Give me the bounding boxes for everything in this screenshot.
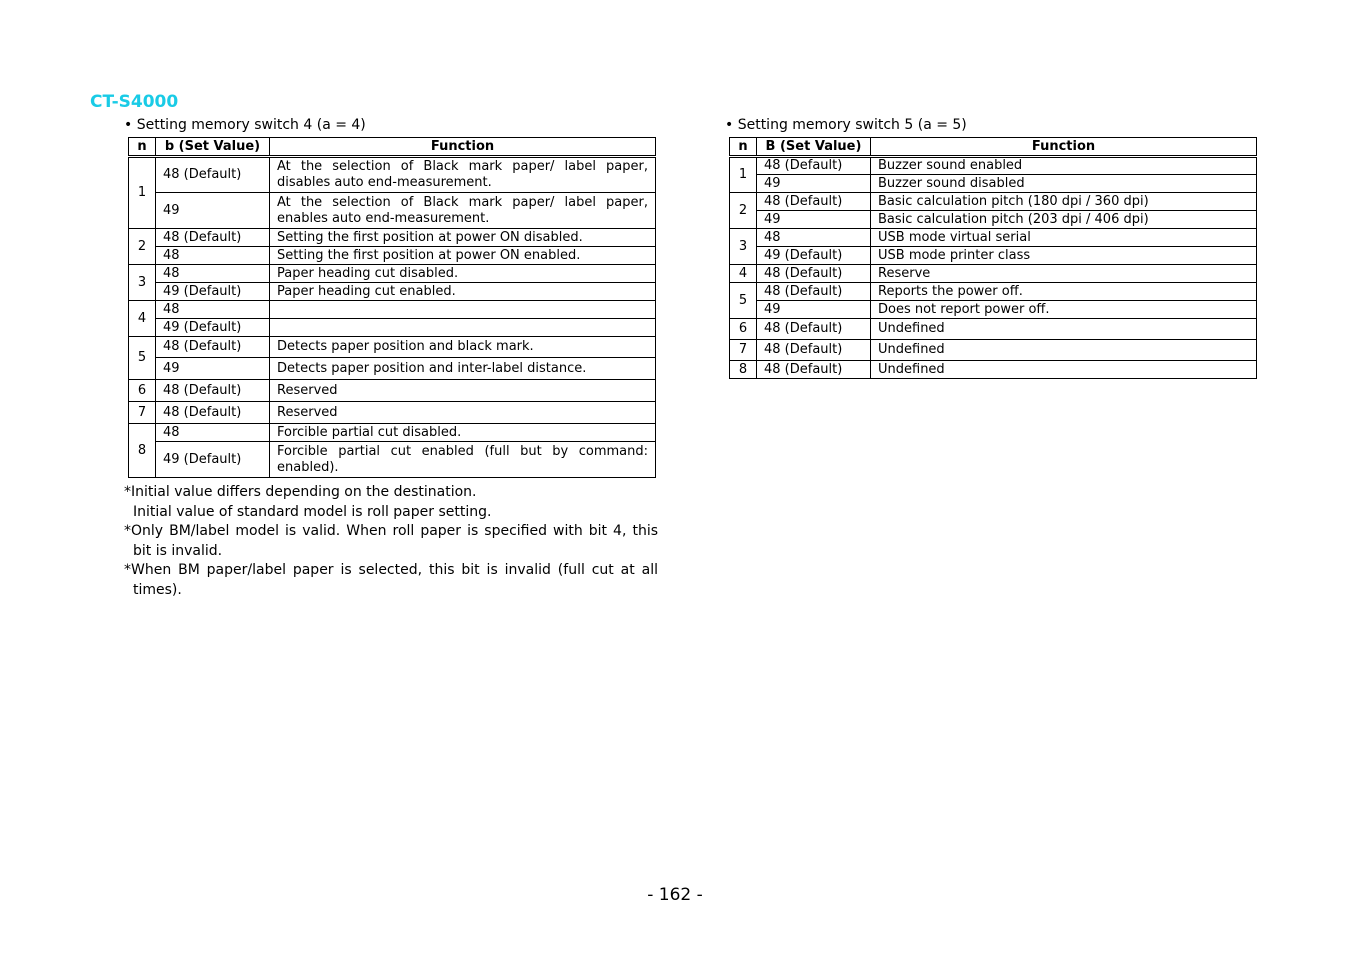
function-text: [270, 319, 656, 337]
footnote: Initial value of standard model is roll paper setting.: [133, 503, 492, 520]
set-value: 49 (Default): [156, 442, 270, 478]
page-number: - 162 -: [647, 885, 703, 905]
bit-number: 4: [730, 265, 757, 283]
switch4-caption: • Setting memory switch 4 (a = 4): [124, 117, 366, 133]
set-value: 48 (Default): [156, 229, 270, 247]
function-text: Paper heading cut enabled.: [270, 283, 656, 301]
set-value: 48 (Default): [757, 283, 871, 301]
bit-number: 7: [730, 340, 757, 361]
bit-number: 3: [129, 265, 156, 301]
function-text: Detects paper position and inter-label distance.: [270, 358, 656, 380]
bit-number: 1: [730, 157, 757, 193]
set-value: 48 (Default): [757, 193, 871, 211]
bit-number: 5: [129, 337, 156, 380]
bit-number: 2: [730, 193, 757, 229]
set-value: 48 (Default): [757, 319, 871, 340]
set-value: 48 (Default): [757, 265, 871, 283]
set-value: 48: [757, 229, 871, 247]
table-row: [730, 319, 1257, 340]
header-function: Function: [270, 138, 656, 157]
function-text: Basic calculation pitch (180 dpi / 360 dpi): [871, 193, 1257, 211]
function-text: Reserved: [270, 402, 656, 424]
table-row: [730, 265, 1257, 283]
bit-number: 8: [129, 424, 156, 478]
table-row: [129, 380, 656, 402]
footnote: *When BM paper/label paper is selected, this bit is invalid (full cut at all times).: [124, 562, 658, 598]
function-text: USB mode virtual serial: [871, 229, 1257, 247]
set-value: 48 (Default): [757, 361, 871, 379]
function-text: Reports the power off.: [871, 283, 1257, 301]
footnotes: [124, 483, 658, 600]
bit-number: 4: [129, 301, 156, 337]
set-value: 48 (Default): [757, 340, 871, 361]
function-text: Basic calculation pitch (203 dpi / 406 dpi): [871, 211, 1257, 229]
set-value: 49: [757, 211, 871, 229]
set-value: 48: [156, 301, 270, 319]
table-row: [730, 229, 1257, 247]
function-text: Detects paper position and black mark.: [270, 337, 656, 358]
table-row: [730, 340, 1257, 361]
set-value: 48: [156, 265, 270, 283]
function-text: Paper heading cut disabled.: [270, 265, 656, 283]
bit-number: 5: [730, 283, 757, 319]
table-row: [129, 283, 656, 301]
function-text: Buzzer sound enabled: [871, 157, 1257, 175]
header-set-value: B (Set Value): [757, 138, 871, 157]
function-text: Reserve: [871, 265, 1257, 283]
table-row: [129, 229, 656, 247]
function-text: Forcible partial cut disabled.: [270, 424, 656, 442]
table-row: [129, 442, 656, 478]
set-value: 49 (Default): [156, 319, 270, 337]
header-n: n: [730, 138, 757, 157]
table-row: [129, 319, 656, 337]
table-row: [730, 301, 1257, 319]
footnote: *Only BM/label model is valid. When roll paper is specified with bit 4, this bit is invalid.: [124, 523, 658, 559]
set-value: 49 (Default): [757, 247, 871, 265]
table-row: [129, 265, 656, 283]
bit-number: 3: [730, 229, 757, 265]
function-text: Setting the first position at power ON disabled.: [270, 229, 656, 247]
switch5-table: [729, 137, 1257, 379]
bit-number: 6: [129, 380, 156, 402]
footnote: *Initial value differs depending on the destination.: [124, 484, 477, 500]
function-text: Undefined: [871, 340, 1257, 361]
table-row: [129, 301, 656, 319]
header-function: Function: [871, 138, 1257, 157]
set-value: 49: [156, 358, 270, 380]
set-value: 48 (Default): [156, 337, 270, 358]
set-value: 48 (Default): [156, 402, 270, 424]
header-set-value: b (Set Value): [156, 138, 270, 157]
table-row: [129, 193, 656, 229]
table-row: [730, 247, 1257, 265]
table-row: [730, 283, 1257, 301]
table-row: [129, 358, 656, 380]
switch5-caption: • Setting memory switch 5 (a = 5): [725, 117, 967, 133]
set-value: 48 (Default): [156, 157, 270, 193]
model-title: CT-S4000: [90, 92, 179, 112]
set-value: 48 (Default): [757, 157, 871, 175]
table-row: [730, 193, 1257, 211]
table-header-row: [730, 138, 1257, 157]
set-value: 49: [757, 301, 871, 319]
function-text: Does not report power off.: [871, 301, 1257, 319]
set-value: 48: [156, 424, 270, 442]
table-row: [730, 211, 1257, 229]
function-text: At the selection of Black mark paper/ label paper, enables auto end-measurement.: [270, 193, 656, 229]
set-value: 48 (Default): [156, 380, 270, 402]
header-n: n: [129, 138, 156, 157]
function-text: At the selection of Black mark paper/ label paper, disables auto end-measurement.: [270, 157, 656, 193]
bit-number: 1: [129, 157, 156, 229]
bit-number: 6: [730, 319, 757, 340]
function-text: USB mode printer class: [871, 247, 1257, 265]
set-value: 49 (Default): [156, 283, 270, 301]
function-text: Setting the first position at power ON enabled.: [270, 247, 656, 265]
set-value: 49: [757, 175, 871, 193]
bit-number: 2: [129, 229, 156, 265]
function-text: [270, 301, 656, 319]
bit-number: 7: [129, 402, 156, 424]
table-row: [129, 247, 656, 265]
function-text: Undefined: [871, 319, 1257, 340]
table-row: [730, 175, 1257, 193]
bit-number: 8: [730, 361, 757, 379]
table-row: [129, 424, 656, 442]
switch4-table: [128, 137, 656, 478]
set-value: 48: [156, 247, 270, 265]
function-text: Reserved: [270, 380, 656, 402]
table-row: [129, 157, 656, 193]
table-row: [129, 337, 656, 358]
function-text: Forcible partial cut enabled (full but by command: enabled).: [270, 442, 656, 478]
table-header-row: [129, 138, 656, 157]
table-row: [730, 157, 1257, 175]
table-row: [129, 402, 656, 424]
function-text: Buzzer sound disabled: [871, 175, 1257, 193]
table-row: [730, 361, 1257, 379]
set-value: 49: [156, 193, 270, 229]
function-text: Undefined: [871, 361, 1257, 379]
